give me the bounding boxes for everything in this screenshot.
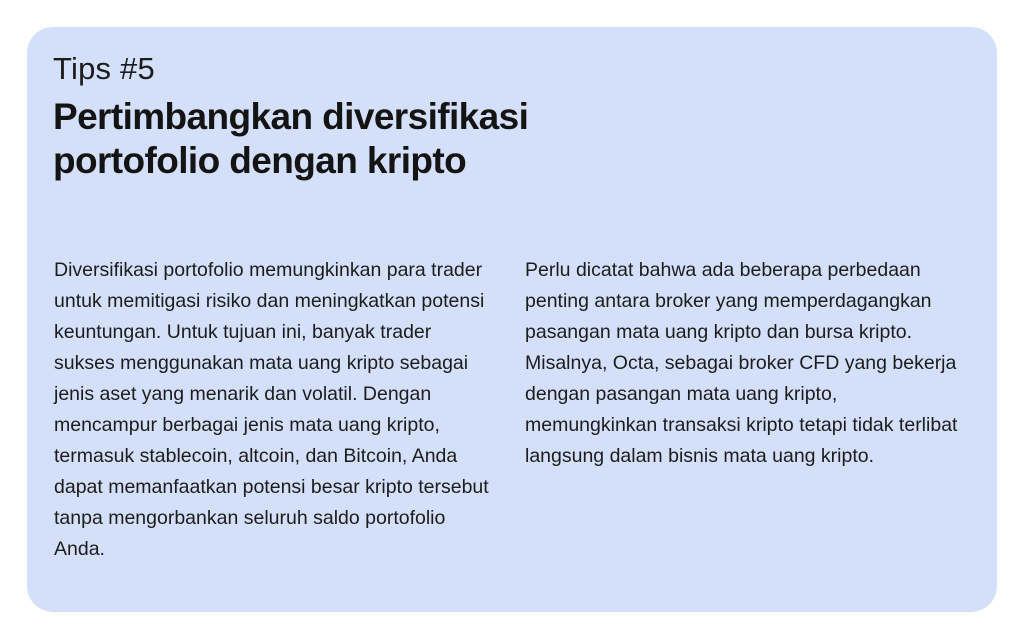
tip-title-line-1: Pertimbangkan diversifikasi xyxy=(53,96,529,137)
paragraph-left: Diversifikasi portofolio memungkinkan para trader untuk memitigasi risiko dan meningkatkan potensi keuntungan. Untuk tujuan ini, banyak trader sukses menggunakan mata uang kripto sebagai jenis aset yang menarik dan volatil. Dengan mencampur berbagai jenis mata uang kripto, termasuk stablecoin, altcoin, dan Bitcoin, Anda dapat memanfaatkan potensi besar kripto tersebut tanpa mengorbankan seluruh saldo portofolio Anda. xyxy=(54,259,489,560)
paragraph-right: Perlu dicatat bahwa ada beberapa perbedaan penting antara broker yang memperdagangkan pasangan mata uang kripto dan bursa kripto. Misalnya, Octa, sebagai broker CFD yang bekerja dengan pasangan mata uang kripto, memungkinkan transaksi kripto tetapi tidak terlibat langsung dalam bisnis mata uang kripto. xyxy=(525,259,958,467)
tip-number-label: Tips #5 xyxy=(53,51,155,86)
tip-title-line-2: portofolio dengan kripto xyxy=(53,140,467,181)
tip-card xyxy=(27,27,997,612)
tip-title xyxy=(53,95,693,183)
